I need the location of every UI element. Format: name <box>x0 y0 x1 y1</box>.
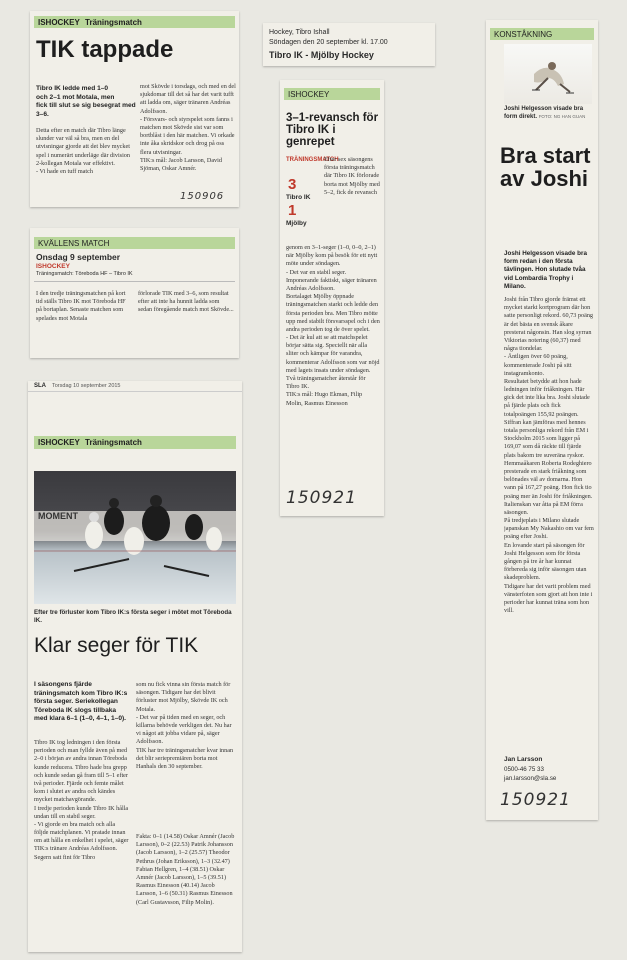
match-label: Träningsmatch: Töreboda HF – Tibro IK <box>36 271 133 277</box>
team-home: Tibro IK <box>286 194 311 201</box>
lead-text: Tibro IK ledde med 1–0 och 2–1 mot Motala, men fick till slut se sig besegrat med 3–6. <box>36 85 136 118</box>
handwritten-date: 150921 <box>286 488 357 508</box>
score-away: 1 <box>288 202 297 219</box>
headline: TIK tappade <box>36 36 174 63</box>
time-line: Söndagen den 20 september kl. 17.00 <box>269 39 388 46</box>
clip-klar-seger <box>28 381 242 952</box>
skater-photo <box>504 44 592 104</box>
kicker-bar <box>34 16 235 28</box>
kicker-sublabel: Träningsmatch <box>85 438 142 447</box>
match-title: Tibro IK - Mjölby Hockey <box>269 50 374 60</box>
photo-caption <box>504 106 594 121</box>
hockey-photo <box>34 471 236 604</box>
headline: Klar seger för TIK <box>34 634 199 657</box>
lead-text: I säsongens fjärde träningsmatch kom Tibro IK:s första seger. Seriekollegan Töreboda IK slogs tillbaka med klara 6–1 (1–0, 4–1, 1–0). <box>34 681 128 723</box>
body-column: genom en 3–1-seger (1–0, 0–0, 2–1) när Mjölby kom på besök för ett nytt möte under söndagen. - Det var en stabil seger. Imponerande faktiskt, säger tränaren Andréas Adolfsson. Bortalaget Mjölby öppnade träningsmatchen starkt och ledde den första perioden bra. Men Tibro mötte upp med stabilt försvarsspel och i den andra perioden tog de över spelet. - Det är kul att se att matchspelet börjar sätta sig. Speciellt när alla sliter och kämpar för varandra, kommenterar Adolfsson som var nöjd med lagets insats under söndagen. Två träningsmatcher återstår för Tibro IK. TIK:s mål: Hugo Ekman, Filip Molin, Rasmus Einesson <box>286 244 380 407</box>
column-2: mot Skövde i torsdags, och med en del sjukdomar till det så har det varit tufft att ladda om, säger tränaren Andréas Adolfsson. - Försvars- och styrspelet som fanns i matchen mot Skövde sist var som bortblåst i den här matchen. Vi orkade inte åka skridskor och drog på oss flera utvisningar. TIK:s mål: Jacob Larsson, David Sjöman, Oskar Amnér. <box>140 83 236 172</box>
lead-text: Joshi Helgesson visade bra form redan i den första tävlingen. Hon slutade tvåa vid Lombardia Trophy i Milano. <box>504 250 587 290</box>
author-name: Jan Larsson <box>504 756 543 763</box>
facts-box: Fakta: 0–1 (14.58) Oskar Amnér (Jacob Larsson), 0–2 (22.53) Patrik Johansson (Jacob Larsson), 1–2 (25.57) Theodor Pethrus (Johan Eriksson), 1–3 (32.47) Fabian Hellgren, 1–4 (38.51) Oskar Amnér (Jacob Larsson), 1–5 (39.51) Rasmus Einesson (40.14) Jacob Larsson, 1–6 (50.31) Rasmus Einesson (Carl Gustavsson, Filip Molin). <box>136 833 235 906</box>
hockey-players-icon <box>34 471 236 604</box>
kicker-bar <box>34 436 236 449</box>
column-1: I den tredje träningsmatchen på kort tid ställs Tibro IK mot Töreboda HF på bortaplan. Senaste matchen som spelades mot Motala <box>36 290 126 322</box>
side-column: Efter sex säsongens första träningsmatch där Tibro IK förlorade borta mot Mjölby med 5–2, fick de revansch <box>324 156 380 196</box>
divider <box>34 281 235 282</box>
sport-label: ISHOCKEY <box>36 263 70 270</box>
headline: 3–1-revansch för Tibro IK i genrepet <box>286 112 379 149</box>
clip-revansch <box>280 80 384 516</box>
author-phone: 0500-46 75 33 <box>504 766 544 773</box>
masthead-bar <box>28 381 242 392</box>
kicker-bar: KONSTÅKNING <box>490 28 594 40</box>
clip-tik-tappade <box>30 11 239 207</box>
column-2: som nu fick vinna sin första match för säsongen. Tidigare har det blivit förluster mot Mjölby, Skövde IK och Motala. - Det var på tiden med en seger, och killarna behövde verkligen det. Nu har vi något att jobba vidare på, säger Adolfsson. TIK har tre träningsmatcher kvar innan det blir seriepremiären borta mot Hanhals den 30 september. <box>136 681 234 770</box>
masthead: SLA <box>34 383 46 389</box>
column-2: förlorade TIK med 3–6, som resultat efter att inte ha hunnit ladda som sedan föregående match mot Skövde... <box>138 290 234 314</box>
photo-caption: Efter tre förluster kom Tibro IK:s första seger i mötet mot Töreboda IK. <box>34 609 232 625</box>
dateline: Torsdag 10 september 2015 <box>52 383 121 389</box>
kicker-bar: ISHOCKEY <box>284 88 380 100</box>
kicker-sublabel: Träningsmatch <box>85 18 142 27</box>
kicker-label: ISHOCKEY <box>38 438 80 447</box>
date-label: Onsdag 9 september <box>36 252 121 262</box>
team-away: Mjölby <box>286 220 307 227</box>
score-home: 3 <box>288 176 297 193</box>
skater-figure-icon <box>504 44 592 104</box>
kicker-bar: KVÄLLENS MATCH <box>34 237 235 249</box>
handwritten-date: 150906 <box>180 191 225 202</box>
clip-kvallens-match <box>30 228 239 358</box>
handwritten-date: 150921 <box>500 790 571 810</box>
column-1: Tibro IK tog ledningen i den första perioden och man fyllde även på med 2–0 i början av andra innan Töreboda kunde reducera. Tibro hade bra grepp och kunde sedan gå fram till 5–1 efter två perioder. Fjärde och femte målet kom i slutet av andra och kändes mycket matchavgörande. I tredje perioden kunde Tibro IK hålla undan till en stabil seger. - Vi gjorde en bra match och alla följde matchplanen. Vi pratade innan om att hålla en enkelhet i spelet, säger TIK:s tränare Andréas Adolfsson. Segern satt fint för Tibro <box>34 739 129 861</box>
body-column: Joshi från Tibro gjorde främst ett mycket starkt kortprogram där hon satte personligt rekord. 60,73 poäng är det bästa en svensk åkare presterat någonsin. Han slog syrran Viktorias notering (60,37) med några tiondelar. - Äntligen över 60 poäng, kommenterade Joshi på sitt instagramkonto. Resultatet betydde att hon hade ledningen inför friåkningen. Här gick det inte lika bra. Joshi slutade på fjärde plats och fick totalpoängen 155,92 poängen. Siffran kan jämföras med hennes totala personliga rekord från EM i Stockholm 2015 som ligger på 169,07 som då räckte till fjärde plats bakom tre suveräna ryskor. Hemmaåkaren Roberta Rodeghiero presterade en stark friåkning som belönades väl av domarna. Hon vann på 167,27 poäng. Hon fick tio poäng mer än Joshi för friåkningen. Italienskan var åtta på EM förra säsongen. På tredjeplats i Milano slutade japanskan My Nakashio om var fem poäng efter Joshi. En lovande start på säsongen för Joshi Helgesson som för första gången på tre år har kunnat förbereda sig inför säsongen utan skadeproblem. Tidigare har det varit problem med vänsterfoten som gjort att hon inte i perioder har kunnat träna som hon vill. <box>504 296 594 615</box>
section-label: TRÄNINGSMATCH <box>286 157 339 163</box>
clip-bra-start <box>486 20 598 820</box>
svg-text:MOMENT: MOMENT <box>38 511 78 521</box>
clip-hockey-notice <box>263 23 435 66</box>
venue-line: Hockey, Tibro Ishall <box>269 29 330 36</box>
photo-credit: FOTO: NG HAN GUAN <box>538 113 586 119</box>
headline: Bra start av Joshi <box>500 143 591 192</box>
caption-text: Joshi Helgesson visade bra form direkt. <box>504 106 584 120</box>
column-1: Detta efter en match där Tibro länge slunder var väl så bra, men en del utvisningar gjorde att det blev mycket spel i numerärt underläge där division 2-kollegan Motala var effektivt. - Vi hade en tuff match <box>36 127 130 175</box>
kicker-label: ISHOCKEY <box>38 18 80 27</box>
author-email: jan.larsson@sla.se <box>504 775 557 782</box>
